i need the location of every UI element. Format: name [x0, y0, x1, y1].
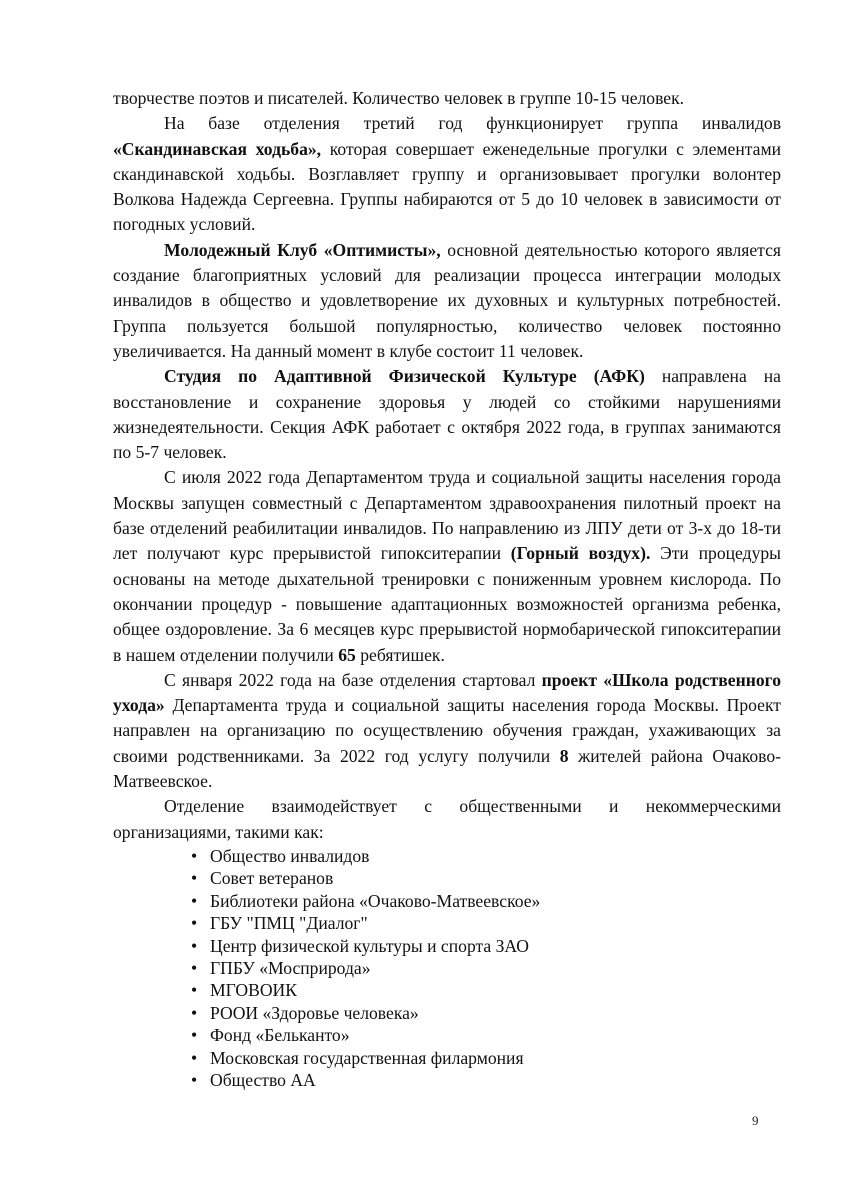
bold-text: проект «Школа родственного ухода»	[113, 669, 781, 716]
text-run: С июля 2022 года Департаментом труда и социальной защиты населения города Москвы запущен совместный с Департаментом здравоохранения пилотный проект на базе отделений реабилитации инвалидов. По направлению из ЛПУ дети от 3-х до 18-ти лет получают курс прерывистой гипокситерапии	[113, 467, 781, 564]
paragraph	[113, 465, 781, 667]
list-item	[191, 890, 781, 912]
text-run: Отделение взаимодействует с общественными и некоммерческими организациями, такими как:	[113, 796, 781, 842]
organization-name: РООИ «Здоровье человека»	[210, 1002, 419, 1023]
paragraph	[113, 668, 781, 794]
bullet-icon: •	[191, 890, 198, 911]
list-item	[191, 912, 781, 934]
text-run: жителей района Очаково-Матвеевское.	[113, 745, 782, 792]
bullet-icon: •	[191, 957, 198, 978]
bullet-icon: •	[191, 868, 198, 889]
bullet-icon: •	[191, 1069, 198, 1090]
list-item	[191, 1069, 781, 1091]
text-run: основной деятельностью которого является создание благоприятных условий для реализации процесса интеграции молодых инвалидов в общество и удовлетворение их духовных и культурных потребностей. Группа пользуется большой популярностью, количество человек постоянно увеличивается. На данный момент в клубе состоит 11 человек.	[113, 239, 781, 361]
organization-name: Фонд «Бельканто»	[210, 1025, 350, 1046]
bullet-icon: •	[191, 935, 198, 956]
bold-text: 8	[559, 745, 569, 766]
list-item	[191, 1047, 781, 1069]
list-item	[191, 957, 781, 979]
bullet-icon: •	[191, 980, 198, 1001]
page-content	[113, 86, 781, 1091]
text-run: Эти процедуры основаны на методе дыхательной тренировки с пониженным уровнем кислорода. По окончании процедур - повышение адаптационных возможностей организма ребенка, общее оздоровление. За 6 месяцев курс прерывистой нормобарической гипокситерапии в нашем отделении получили	[113, 543, 781, 665]
bold-text: «Скандинавская ходьба»,	[113, 138, 322, 159]
bullet-icon: •	[191, 913, 198, 934]
bold-text: 65	[338, 644, 356, 665]
organization-name: Московская государственная филармония	[210, 1047, 524, 1068]
list-item	[191, 935, 781, 957]
text-run: Департамента труда и социальной защиты населения города Москвы. Проект направлен на организацию по осуществлению обучения граждан, ухаживающих за своими родственниками. За 2022 год услугу получили	[113, 695, 781, 766]
organizations-list	[113, 845, 781, 1091]
text-run: которая совершает еженедельные прогулки с элементами скандинавской ходьбы. Возглавляет группу и организовывает прогулки волонтер Волкова Надежда Сергеевна. Группы набираются от 5 до 10 человек в зависимости от погодных условий.	[113, 138, 782, 235]
paragraph	[113, 111, 781, 237]
organization-name: ГБУ "ПМЦ "Диалог"	[210, 913, 368, 934]
text-run: На базе отделения третий год функционирует группа инвалидов	[164, 113, 781, 134]
bullet-icon: •	[191, 845, 198, 866]
list-item	[191, 867, 781, 889]
organization-name: Центр физической культуры и спорта ЗАО	[210, 935, 529, 956]
list-item	[191, 845, 781, 867]
text-run: творчестве поэтов и писателей. Количество человек в группе 10-15 человек.	[113, 88, 685, 108]
bold-text: Студия по Адаптивной Физической Культуре (АФК)	[164, 366, 645, 387]
text-run: С января 2022 года на базе отделения стартовал	[164, 669, 542, 690]
list-item	[191, 1002, 781, 1024]
paragraph	[113, 238, 781, 364]
text-run: ребятишек.	[355, 644, 445, 665]
organization-name: Совет ветеранов	[210, 868, 334, 889]
organization-name: Общество АА	[210, 1069, 316, 1090]
text-run: направлена на восстановление и сохранение здоровья у людей со стойкими нарушениями жизнедеятельности. Секция АФК работает с октября 2022 года, в группах занимаются по 5-7 человек.	[113, 366, 781, 463]
organization-name: МГОВОИК	[210, 980, 297, 1001]
list-item	[191, 979, 781, 1001]
bullet-icon: •	[191, 1002, 198, 1023]
bullet-icon: •	[191, 1047, 198, 1068]
organization-name: ГПБУ «Мосприрода»	[210, 957, 371, 978]
organization-name: Библиотеки района «Очаково-Матвеевское»	[210, 890, 541, 911]
page-number: 9	[752, 1113, 759, 1128]
paragraph	[113, 364, 781, 465]
bullet-icon: •	[191, 1025, 198, 1046]
organization-name: Общество инвалидов	[210, 845, 370, 866]
bold-text: (Горный воздух).	[510, 543, 651, 564]
paragraph	[113, 794, 781, 845]
body-text	[113, 86, 781, 845]
paragraph	[113, 86, 781, 111]
bold-text: Молодежный Клуб «Оптимисты»,	[164, 239, 441, 260]
list-item	[191, 1024, 781, 1046]
